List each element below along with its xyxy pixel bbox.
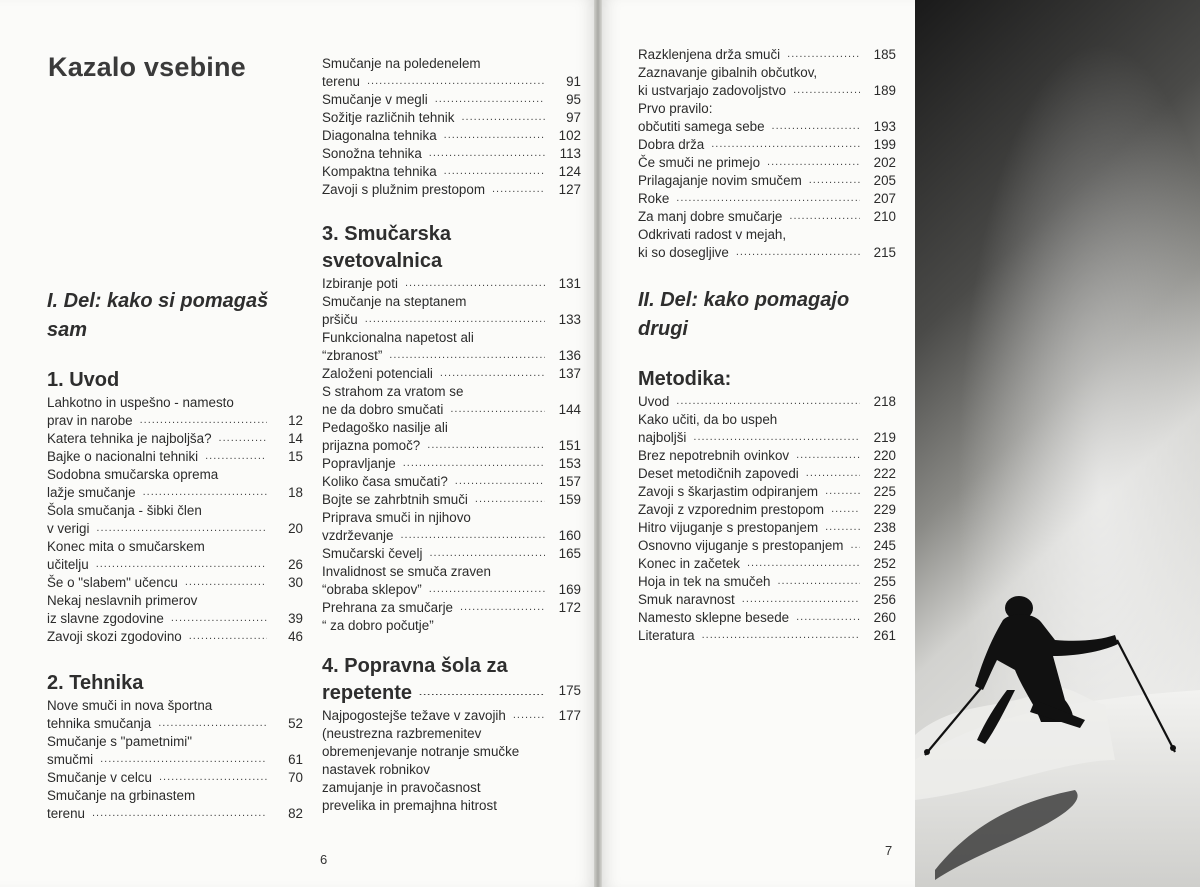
leader-dots	[796, 614, 860, 624]
page-number: 219	[873, 430, 896, 445]
entry-title: Namesto sklepne besede	[638, 610, 790, 625]
entry-title: najboljši	[638, 430, 687, 445]
entry-title: Kompaktna tehnika	[322, 164, 437, 179]
toc-entry	[638, 226, 896, 262]
page-number: 238	[873, 520, 896, 535]
leader-dots	[427, 442, 545, 452]
leader-dots	[92, 810, 267, 820]
leader-dots	[140, 417, 267, 427]
entry-title: Zaznavanje gibalnih občutkov,	[638, 65, 818, 80]
toc-entry	[47, 592, 303, 628]
entry-title: Najpogostejše težave v zavojih	[322, 708, 506, 723]
entry-title: občutiti samega sebe	[638, 119, 765, 134]
page-number: 207	[873, 191, 896, 206]
entry-title: Smučarski čevelj	[322, 546, 423, 561]
entry-title: Smuk naravnost	[638, 592, 735, 607]
page-number: 218	[873, 394, 896, 409]
toc-entry	[638, 537, 896, 555]
toc-entry	[322, 109, 581, 127]
leader-dots	[389, 352, 545, 362]
leader-dots	[492, 186, 545, 196]
leader-dots	[676, 195, 860, 205]
entry-title: Hitro vijuganje s prestopanjem	[638, 520, 819, 535]
toc-entry	[322, 419, 581, 455]
page-number: 210	[873, 209, 896, 224]
toc-entry	[47, 733, 303, 769]
section-tehnika-heading: 2. Tehnika	[47, 672, 144, 694]
page-number: 177	[558, 708, 581, 723]
page-number: 172	[558, 600, 581, 615]
page-number: 260	[873, 610, 896, 625]
page-number: 30	[288, 575, 303, 590]
leader-dots	[460, 604, 545, 614]
page-number: 165	[558, 546, 581, 561]
toc-entry	[638, 555, 896, 573]
page-number: 220	[873, 448, 896, 463]
entry-title: tehnika smučanja	[47, 716, 152, 731]
toc-entry	[638, 483, 896, 501]
leader-dots	[100, 756, 267, 766]
toc-entry	[322, 455, 581, 473]
toc-entry	[47, 628, 303, 646]
leader-dots	[158, 720, 267, 730]
entry-title: Literatura	[638, 628, 695, 643]
entry-title: Hoja in tek na smučeh	[638, 574, 771, 589]
toc-entry	[322, 599, 581, 617]
subtopic-line: zamujanje in pravočasnost	[322, 780, 481, 795]
leader-dots	[419, 694, 545, 704]
popravna-subtopics	[322, 725, 581, 815]
toc-entry	[638, 411, 896, 447]
part-1-title-line1: I. Del: kako si pomagaš	[47, 290, 269, 312]
page-number: 169	[558, 582, 581, 597]
page-number: 137	[558, 366, 581, 381]
part-2-title-line2: drugi	[638, 318, 688, 340]
page-number: 91	[566, 74, 581, 89]
entry-title: Izbiranje poti	[322, 276, 398, 291]
toc-entry	[322, 329, 581, 365]
entry-title: terenu	[47, 806, 85, 821]
toc-entry	[322, 545, 581, 563]
leader-dots	[171, 615, 267, 625]
toc-entry	[638, 154, 896, 172]
page-number: 136	[558, 348, 581, 363]
leader-dots	[96, 561, 267, 571]
popravna-title-line2-row	[322, 680, 581, 707]
page-number: 97	[566, 110, 581, 125]
subtopic-line: nastavek robnikov	[322, 762, 430, 777]
leader-dots	[96, 525, 267, 535]
svetovalnica-title-line1: 3. Smučarska	[322, 223, 451, 245]
toc-entry	[638, 100, 896, 136]
entry-title: ne da dobro smučati	[322, 402, 444, 417]
leader-dots	[702, 632, 860, 642]
toc-entry	[638, 190, 896, 208]
entry-title: Lahkotno in uspešno - namesto	[47, 395, 234, 410]
toc-entry	[638, 393, 896, 411]
leader-dots	[461, 114, 545, 124]
entry-title: prijazna pomoč?	[322, 438, 421, 453]
svetovalnica-title-line2: svetovalnica	[322, 250, 443, 272]
entry-title: Odkrivati radost v mejah,	[638, 227, 787, 242]
page-number: 12	[288, 413, 303, 428]
toc-entry	[638, 172, 896, 190]
entry-title: Katera tehnika je najboljša?	[47, 431, 212, 446]
toc-entry	[47, 466, 303, 502]
toc-entry	[47, 574, 303, 592]
leader-dots	[711, 141, 860, 151]
entry-title: ki so dosegljive	[638, 245, 729, 260]
leader-dots	[205, 453, 267, 463]
popravna-continued-list	[638, 46, 896, 262]
toc-entry	[638, 136, 896, 154]
toc-entry	[47, 448, 303, 466]
entry-title: Če smuči ne primejo	[638, 155, 761, 170]
section-popravna-list	[322, 707, 581, 725]
part-1-heading	[47, 287, 303, 345]
leader-dots	[736, 249, 860, 259]
toc-entry	[322, 55, 581, 91]
toc-entry	[638, 64, 896, 100]
toc-entry	[638, 519, 896, 537]
popravna-title-line1: 4. Popravna šola za	[322, 655, 508, 677]
toc-column-2	[322, 55, 581, 815]
entry-title: Zavoji skozi zgodovino	[47, 629, 182, 644]
page-number: 15	[288, 449, 303, 464]
section-tehnika-list	[47, 697, 303, 823]
toc-entry	[47, 502, 303, 538]
entry-title: iz slavne zgodovine	[47, 611, 164, 626]
page-number: 127	[558, 182, 581, 197]
leader-dots	[143, 489, 267, 499]
leader-dots	[400, 532, 545, 542]
entry-title: Prilagajanje novim smučem	[638, 173, 802, 188]
toc-entry	[638, 447, 896, 465]
entry-title: Bajke o nacionalni tehniki	[47, 449, 199, 464]
entry-title: Smučanje v celcu	[47, 770, 152, 785]
entry-title: Sonožna tehnika	[322, 146, 422, 161]
entry-title: prav in narobe	[47, 413, 133, 428]
entry-title: Osnovno vijuganje s prestopanjem	[638, 538, 844, 553]
leader-dots	[405, 280, 545, 290]
page-number-left: 6	[320, 852, 328, 867]
entry-title: “ za dobro počutje”	[322, 618, 434, 633]
page-number: 160	[558, 528, 581, 543]
page-number: 46	[288, 629, 303, 644]
page-number: 189	[873, 83, 896, 98]
leader-dots	[778, 578, 861, 588]
page-number: 20	[288, 521, 303, 536]
part-1-title-line2: sam	[47, 319, 88, 341]
entry-title: Smučanje na poledenelem	[322, 56, 481, 71]
page-number: 124	[558, 164, 581, 179]
entry-title: učitelju	[47, 557, 89, 572]
leader-dots	[429, 586, 545, 596]
page-number: 185	[873, 47, 896, 62]
entry-title: Brez nepotrebnih ovinkov	[638, 448, 790, 463]
toc-entry	[47, 394, 303, 430]
leader-dots	[440, 370, 545, 380]
toc-entry	[322, 383, 581, 419]
leader-dots	[450, 406, 545, 416]
leader-dots	[189, 633, 267, 643]
entry-title: Uvod	[638, 394, 670, 409]
entry-title: Kako učiti, da bo uspeh	[638, 412, 778, 427]
toc-entry	[322, 127, 581, 145]
book-gutter	[594, 0, 602, 887]
leader-dots	[367, 78, 545, 88]
leader-dots	[767, 159, 860, 169]
page-number: 225	[873, 484, 896, 499]
toc-entry	[322, 473, 581, 491]
page-number: 18	[288, 485, 303, 500]
toc-entry	[322, 563, 581, 599]
entry-title: “zbranost”	[322, 348, 383, 363]
leader-dots	[806, 470, 860, 480]
entry-title: Bojte se zahrbtnih smuči	[322, 492, 468, 507]
toc-entry	[638, 501, 896, 519]
toc-entry	[47, 787, 303, 823]
leader-dots	[772, 123, 860, 133]
page-number: 229	[873, 502, 896, 517]
entry-title: vzdrževanje	[322, 528, 394, 543]
subtopic-line: obremenjevanje notranje smučke	[322, 744, 520, 759]
leader-dots	[825, 524, 860, 534]
entry-title: Nove smuči in nova športna	[47, 698, 213, 713]
toc-entry	[322, 491, 581, 509]
leader-dots	[676, 398, 860, 408]
page-number: 151	[558, 438, 581, 453]
page-number: 193	[873, 119, 896, 134]
entry-title: Dobra drža	[638, 137, 705, 152]
entry-title: lažje smučanje	[47, 485, 136, 500]
page-number: 252	[873, 556, 896, 571]
entry-title: Sožitje različnih tehnik	[322, 110, 455, 125]
toc-entry	[638, 627, 896, 645]
leader-dots	[831, 506, 860, 516]
leader-dots	[435, 96, 545, 106]
leader-dots	[787, 51, 860, 61]
toc-entry	[638, 208, 896, 226]
entry-title: Deset metodičnih zapovedi	[638, 466, 799, 481]
page-number: 157	[558, 474, 581, 489]
entry-title: Diagonalna tehnika	[322, 128, 437, 143]
entry-title: Smučanje na grbinastem	[47, 788, 196, 803]
leader-dots	[429, 150, 545, 160]
entry-title: Še o "slabem" učencu	[47, 575, 178, 590]
leader-dots	[789, 213, 860, 223]
entry-title: Prvo pravilo:	[638, 101, 713, 116]
entry-title: Konec mita o smučarskem	[47, 539, 205, 554]
page-number: 95	[566, 92, 581, 107]
page-number: 175	[558, 683, 581, 698]
page-number: 14	[288, 431, 303, 446]
page-number: 222	[873, 466, 896, 481]
entry-title: Koliko časa smučati?	[322, 474, 448, 489]
tehnika-continued-list	[322, 55, 581, 199]
page-number: 61	[288, 752, 303, 767]
page-number: 256	[873, 592, 896, 607]
entry-title: pršiču	[322, 312, 358, 327]
page-number: 202	[873, 155, 896, 170]
part-2-title-line1: II. Del: kako pomagajo	[638, 289, 850, 311]
section-svetovalnica-list	[322, 275, 581, 617]
entry-title: Za manj dobre smučarje	[638, 209, 783, 224]
page-number: 113	[559, 146, 581, 161]
toc-entry	[322, 91, 581, 109]
page-number: 102	[558, 128, 581, 143]
toc-entry	[47, 538, 303, 574]
leader-dots	[455, 478, 545, 488]
entry-title: Razklenjena drža smuči	[638, 47, 781, 62]
trailing-line	[322, 617, 581, 635]
entry-title: v verigi	[47, 521, 90, 536]
toc-entry	[638, 46, 896, 64]
skier-photo	[915, 0, 1200, 887]
page-number: 261	[873, 628, 896, 643]
entry-title: Prehrana za smučarje	[322, 600, 453, 615]
entry-title: “obraba sklepov”	[322, 582, 422, 597]
entry-title: Pedagoško nasilje ali	[322, 420, 448, 435]
entry-title: Zavoji z vzporednim prestopom	[638, 502, 825, 517]
toc-entry	[47, 430, 303, 448]
page-number: 215	[873, 245, 896, 260]
leader-dots	[444, 168, 545, 178]
page-number: 199	[873, 137, 896, 152]
page-number: 255	[873, 574, 896, 589]
page-number: 26	[288, 557, 303, 572]
toc-entry	[322, 163, 581, 181]
page-number: 131	[558, 276, 581, 291]
toc-entry	[638, 465, 896, 483]
leader-dots	[475, 496, 545, 506]
leader-dots	[850, 542, 860, 552]
entry-title: Funkcionalna napetost ali	[322, 330, 474, 345]
section-metodika-heading: Metodika:	[638, 368, 732, 390]
toc-entry	[322, 509, 581, 545]
entry-title: Založeni potenciali	[322, 366, 433, 381]
section-svetovalnica-heading	[322, 221, 581, 275]
page-number: 144	[558, 402, 581, 417]
page-number: 70	[288, 770, 303, 785]
entry-title: Priprava smuči in njihovo	[322, 510, 471, 525]
leader-dots	[809, 177, 860, 187]
toc-entry	[322, 181, 581, 199]
entry-title: Zavoji s škarjastim odpiranjem	[638, 484, 819, 499]
page-number: 82	[288, 806, 303, 821]
toc-entry	[322, 365, 581, 383]
leader-dots	[793, 87, 860, 97]
entry-title: Roke	[638, 191, 670, 206]
toc-entry	[638, 591, 896, 609]
leader-dots	[365, 316, 545, 326]
entry-title: Invalidnost se smuča zraven	[322, 564, 491, 579]
entry-title: S strahom za vratom se	[322, 384, 464, 399]
entry-title: Nekaj neslavnih primerov	[47, 593, 198, 608]
toc-entry	[47, 697, 303, 733]
toc-entry	[47, 769, 303, 787]
leader-dots	[159, 774, 267, 784]
popravna-title-line2: repetente	[322, 682, 413, 704]
page-number: 245	[873, 538, 896, 553]
toc-entry	[322, 145, 581, 163]
entry-title: Smučanje s "pametnimi"	[47, 734, 192, 749]
toc-entry	[638, 609, 896, 627]
leader-dots	[403, 460, 545, 470]
page-number: 205	[873, 173, 896, 188]
section-uvod-list	[47, 394, 303, 646]
page-number: 52	[288, 716, 303, 731]
section-uvod-heading: 1. Uvod	[47, 369, 120, 391]
toc-column-1	[47, 287, 303, 823]
page-number: 39	[288, 611, 303, 626]
page-number: 153	[558, 456, 581, 471]
leader-dots	[742, 596, 860, 606]
page-number: 159	[558, 492, 581, 507]
leader-dots	[444, 132, 545, 142]
toc-entry	[322, 275, 581, 293]
page-number: 133	[558, 312, 581, 327]
section-metodika-list	[638, 393, 896, 645]
entry-title: Popravljanje	[322, 456, 396, 471]
toc-entry	[638, 573, 896, 591]
page-number-right: 7	[885, 843, 893, 858]
leader-dots	[825, 488, 860, 498]
entry-title: Šola smučanja - šibki člen	[47, 503, 202, 518]
entry-title: terenu	[322, 74, 360, 89]
entry-title: ki ustvarjajo zadovoljstvo	[638, 83, 787, 98]
entry-title: Smučanje na steptanem	[322, 294, 467, 309]
leader-dots	[185, 579, 267, 589]
part-2-heading	[638, 286, 896, 344]
leader-dots	[513, 712, 545, 722]
toc-entry	[322, 293, 581, 329]
entry-title: Sodobna smučarska oprema	[47, 467, 219, 482]
entry-title: Smučanje v megli	[322, 92, 428, 107]
entry-title: Zavoji s plužnim prestopom	[322, 182, 485, 197]
subtopic-line: (neustrezna razbremenitev	[322, 726, 482, 741]
entry-title: smučmi	[47, 752, 94, 767]
section-popravna-heading	[322, 653, 581, 707]
leader-dots	[219, 435, 267, 445]
subtopic-line: prevelika in premajhna hitrost	[322, 798, 497, 813]
toc-entry	[322, 707, 581, 725]
leader-dots	[429, 550, 545, 560]
leader-dots	[693, 434, 860, 444]
skier-silhouette-icon	[915, 0, 1200, 887]
entry-title: Konec in začetek	[638, 556, 740, 571]
page-title: Kazalo vsebine	[48, 52, 246, 82]
leader-dots	[796, 452, 860, 462]
leader-dots	[747, 560, 860, 570]
toc-column-3	[638, 46, 896, 645]
